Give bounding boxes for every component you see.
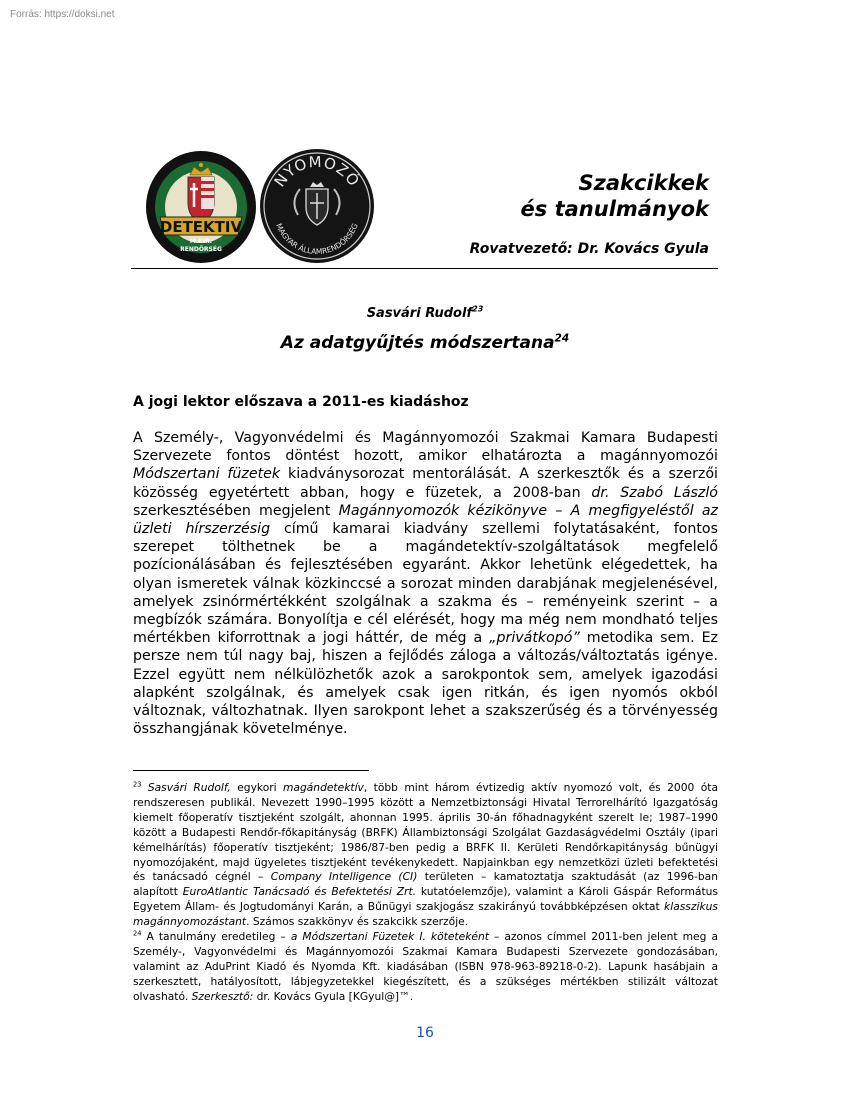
text-run: metodika sem. Ez persze nem túl nagy baj, hiszen a fejlődés záloga a változás/változtatás igénye. Ezzel együtt nem nélkülözhetők azok a sarokpontok sem, amelyek igazodási alapként szolgálnak, és amelyek csak igen ritkán, és igen nyomós okból változnak, változhatnak. Ilyen sarokpont lehet a szakszerűség és a törvényesség összhangjának követelménye. [133,630,719,738]
text-run: dr. Kovács Gyula [KGyul@]™. [253,989,414,1003]
footnote-number: 23 [133,780,142,789]
italic-run: klasszikus magánnyomozástant [133,900,718,929]
section-editor: Rovatvezető: Dr. Kovács Gyula [469,241,709,257]
italic-run: EuroAtlantic Tanácsadó és Befektetési Zrt. [182,885,417,899]
text-run: A tanulmány eredetileg – [141,930,291,944]
nyomozo-seal [260,149,374,263]
text-run: kiadványsorozat mentorálását. A szerkesztők és a szerzői közösség egyetértett abban, hogy e füzetek, a 2008-ban [133,466,718,501]
article-title-text: Az adatgyűjtés módszertana [280,333,555,353]
italic-run: Magánnyomozók kézikönyve – A megfigyeléstől az üzleti hírszerzésig [133,502,718,538]
detektiv-caption-line1: M.KIR. [189,238,213,245]
body-paragraph [133,429,718,738]
text-run: . Számos szakkönyv és szakcikk szerzője. [246,915,469,929]
text-run: című kamarai kiadvány szellemi folytatásaként, fontos szerepet tölthetnek be a magándetektív-szolgáltatások megfelelő pozícionálásában és fejlesztésében egyaránt. Akkor lehetünk elégedettek, ha olyan ismeretek válnak közkinccsé a sorozat minden darabjának megjelenésével, amelyek zsinórmértékként szolgálnak a szakma és – reményeink szerint – a megbízók számára. Bonyolítja e cél elérését, hogy ma még nem mondható teljes mértékben kiforrottnak a jogi háttér, de még a [133,521,718,647]
footnote-23 [133,781,718,930]
italic-run: a Módszertani Füzetek I. köteteként [290,930,489,944]
header-divider [131,268,718,269]
text-run: területen – kamatoztatja szaktudását (az 1996-ban alapított [133,870,719,899]
footnote-number: 24 [133,929,142,938]
source-watermark: Forrás: https://doksi.net [10,9,115,20]
article-title [0,333,850,353]
text-run: – azonos címmel 2011-ben jelent meg a Személy-, Vagyonvédelmi és Magánnyomozói Szakmai Kamara Budapesti Szervezete gondozásában, valamint az AduPrint Kiadó és Nyomda Kft. kiadásában (ISBN 978-963-89218-0-2). Lapunk hasábjain a szerkesztett, hatályosított, lábjegyzetekkel kiegészített, és a szükséges mértékben stilizált változat olvasható. [133,930,718,1003]
nyomozo-seal-top-text: NYOMOZÓ [270,152,364,191]
section-subheading: A jogi lektor előszava a 2011-es kiadáshoz [133,394,469,410]
text-run: egykori [230,781,283,794]
footnote-24 [133,930,718,1005]
nyomozo-seal-bottom-text: MAGYAR ÁLLAMRENDŐRSÉG [274,222,360,257]
italic-run: Szerkesztő: [191,989,254,1003]
text-run: kutatóelemzője), valamint a Károli Gáspár Református Egyetem Állam- és Jogtudományi Karán, a Bűnügyi szakjogász szakirányú továbbképzésen oktat [133,885,718,914]
detektiv-banner-text: DETEKTIV [159,218,243,236]
article-author [0,306,850,321]
footnotes [133,781,718,1005]
detektiv-caption-line2: RENDŐRSÉG [180,246,222,253]
title-footnote-ref[interactable]: 24 [554,332,570,345]
detektiv-emblem [146,151,256,263]
italic-run: magándetektív [283,781,364,794]
author-footnote-ref[interactable]: 23 [472,304,484,314]
section-title-line2: és tanulmányok [520,197,709,221]
section-title-line1: Szakcikkek [578,171,709,195]
italic-run: Company Intelligence (CI) [270,870,418,884]
section-title [521,170,709,222]
text-run: A Személy-, Vagyonvédelmi és Magánnyomozói Szakmai Kamara Budapesti Szervezete fontos döntést hozott, amikor elhatározta a magánnyomozói [133,430,718,465]
detektiv-logo [146,151,256,263]
author-name: Sasvári Rudolf [366,306,473,321]
text-run: szerkesztésében megjelent [133,502,339,519]
nyomozo-logo [260,149,374,263]
footnote-divider [133,770,369,771]
italic-run: „privátkopó” [489,630,580,647]
page-number: 16 [416,1025,434,1041]
italic-run: Módszertani füzetek [133,466,281,483]
italic-run: Sasvári Rudolf, [147,781,231,794]
text-run: , több mint három évtizedig aktív nyomozó volt, és 2000 óta rendszeresen publikál. Nevezett 1990–1995 között a Nemzetbiztonsági Hivatal Terrorelhárító Igazgatóság kiemelt főoperatív tisztjeként szolgált, ahonnan 1995. április 30-án főhadnagyként szerelt le; 1987–1990 között a Budapesti Rendőr-főkapitányság (BRFK) Állambiztonsági Szolgálat Gazdaságvédelmi Osztály (ipari kémelhárítás) főoperatív tisztjeként; 1986/87-ben pedig a BRFK II. Kerületi Rendőrkapitányság bűnügyi nyomozójaként, majd ügyeletes tisztjeként tevékenykedett. Napjainkban egy nemzetközi üzleti befektetési és tanácsadó cégnél – [133,781,718,884]
italic-run: dr. Szabó László [591,484,718,501]
